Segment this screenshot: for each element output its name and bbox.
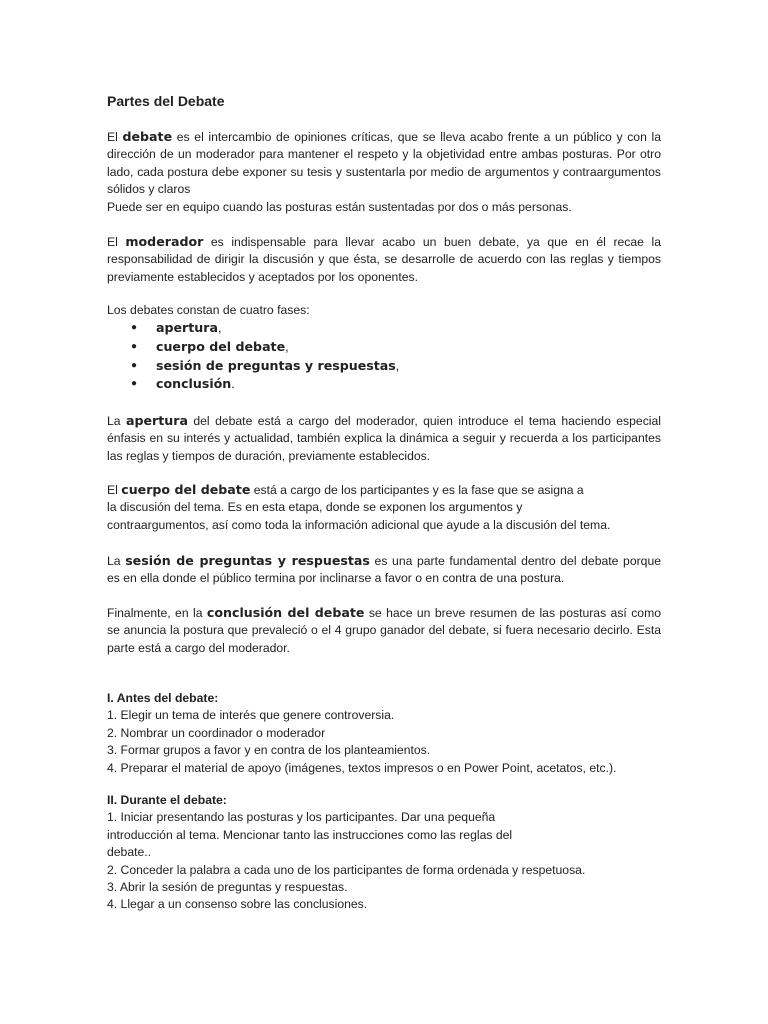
fase-term: apertura [156,320,218,336]
fase-punct: , [395,358,400,373]
text: El [107,483,122,497]
antes-steps [107,707,661,777]
keyword-moderador: moderador [125,234,204,249]
fases-list [107,319,661,393]
text: La [107,414,126,428]
fase-term: conclusión [156,376,232,392]
list-item: 4. Llegar a un consenso sobre las conclusiones. [107,897,368,912]
intro-line: Puede ser en equipo cuando las posturas están sustentadas por dos o más personas. [107,199,572,214]
cuerpo-paragraph [107,481,661,534]
fase-item [107,375,661,394]
antes-heading: I. Antes del debate: [107,691,219,705]
list-item: debate.. [107,845,152,860]
list-item: 2. Conceder la palabra a cada uno de los participantes de forma ordenada y respetuosa. [107,862,586,877]
durante-heading: II. Durante el debate: [107,793,227,807]
bullet-icon: ● [131,322,138,334]
intro-section [107,128,661,216]
bullet-icon: ● [131,341,138,352]
text: contraargumentos, así como toda la información adicional que ayude a la discusión del tema. [107,517,611,532]
list-item: 4. Preparar el material de apoyo (imágenes, textos impresos o en Power Point, acetatos, etc.). [107,760,617,775]
text: es una parte fundamental dentro del debate porque es en ella donde el público termina por inclinarse a favor o en contra de una postura. [107,554,662,586]
conclusion-section [107,604,661,657]
list-item: 1. Elegir un tema de interés que genere controversia. [107,708,395,723]
bullet-icon: ● [131,359,138,371]
moderador-section [107,233,661,286]
keyword-debate: debate [122,129,173,144]
list-item: 3. Formar grupos a favor y en contra de los planteamientos. [107,743,431,758]
keyword-cuerpo: cuerpo del debate [121,482,251,497]
keyword-conclusion: conclusión del debate [206,605,365,620]
page-title: Partes del Debate [107,93,225,109]
conclusion-paragraph [107,604,661,657]
fase-term: cuerpo del debate [156,339,286,354]
apertura-section [107,412,661,465]
fase-punct: . [231,377,235,392]
fase-punct: , [217,321,222,336]
text: El [107,130,123,144]
durante-steps [107,809,661,913]
keyword-apertura: apertura [125,413,188,428]
antes-section [107,690,661,777]
fase-item [107,319,661,338]
sesion-paragraph [107,552,661,588]
fase-item [107,357,661,376]
fase-term: sesión de preguntas y respuestas [156,357,396,373]
cuerpo-section [107,481,661,534]
sesion-section [107,552,661,588]
text: El [107,235,126,249]
apertura-paragraph [107,412,661,465]
keyword-sesion: sesión de preguntas y respuestas [125,553,370,568]
moderador-paragraph [107,233,661,286]
durante-section [107,792,661,914]
bullet-icon: ● [131,378,138,390]
text: está a cargo de los participantes y es la fase que se asigna a [250,483,584,497]
fases-intro: Los debates constan de cuatro fases: [107,303,310,317]
list-item: 2. Nombrar un coordinador o moderador [107,725,326,740]
text: La [107,554,126,568]
list-item: 1. Iniciar presentando las posturas y los participantes. Dar una pequeña [107,810,496,825]
text: se hace un breve resumen de las posturas así como se anuncia la postura que prevaleció o el 4 grupo ganador del debate, si fuera necesario decirlo. Esta parte está a cargo del moderador. [107,606,661,655]
text: la discusión del tema. Es en esta etapa, donde se exponen los argumentos y [107,500,523,515]
fase-punct: , [285,340,289,354]
text: Finalmente, en la [107,606,207,620]
text: es el intercambio de opiniones críticas, que se lleva acabo frente a un público y con la dirección de un moderador para mantener el respeto y la objetividad entre ambas posturas. Por otro lado, cada postura debe exponer su tesis y sustentarla por medio de argumentos y contraargumentos sólidos y claros [107,130,661,197]
fases-section [107,302,661,394]
list-item: introducción al tema. Mencionar tanto las instrucciones como las reglas del [107,827,513,842]
text: del debate está a cargo del moderador, quien introduce el tema haciendo especial énfasis en su interés y actualidad, también explica la dinámica a seguir y recuerda a los participantes las reglas y tiempos de duración, previamente establecidos. [107,414,661,463]
text: es indispensable para llevar acabo un buen debate, ya que en él recae la responsabilidad de dirigir la discusión y que ésta, se desarrolle de acuerdo con las reglas y tiempos previamente establecidos y aceptados por los oponentes. [107,235,661,284]
list-item: 3. Abrir la sesión de preguntas y respuestas. [107,880,348,895]
fase-item [107,338,661,357]
intro-paragraph [107,128,661,199]
